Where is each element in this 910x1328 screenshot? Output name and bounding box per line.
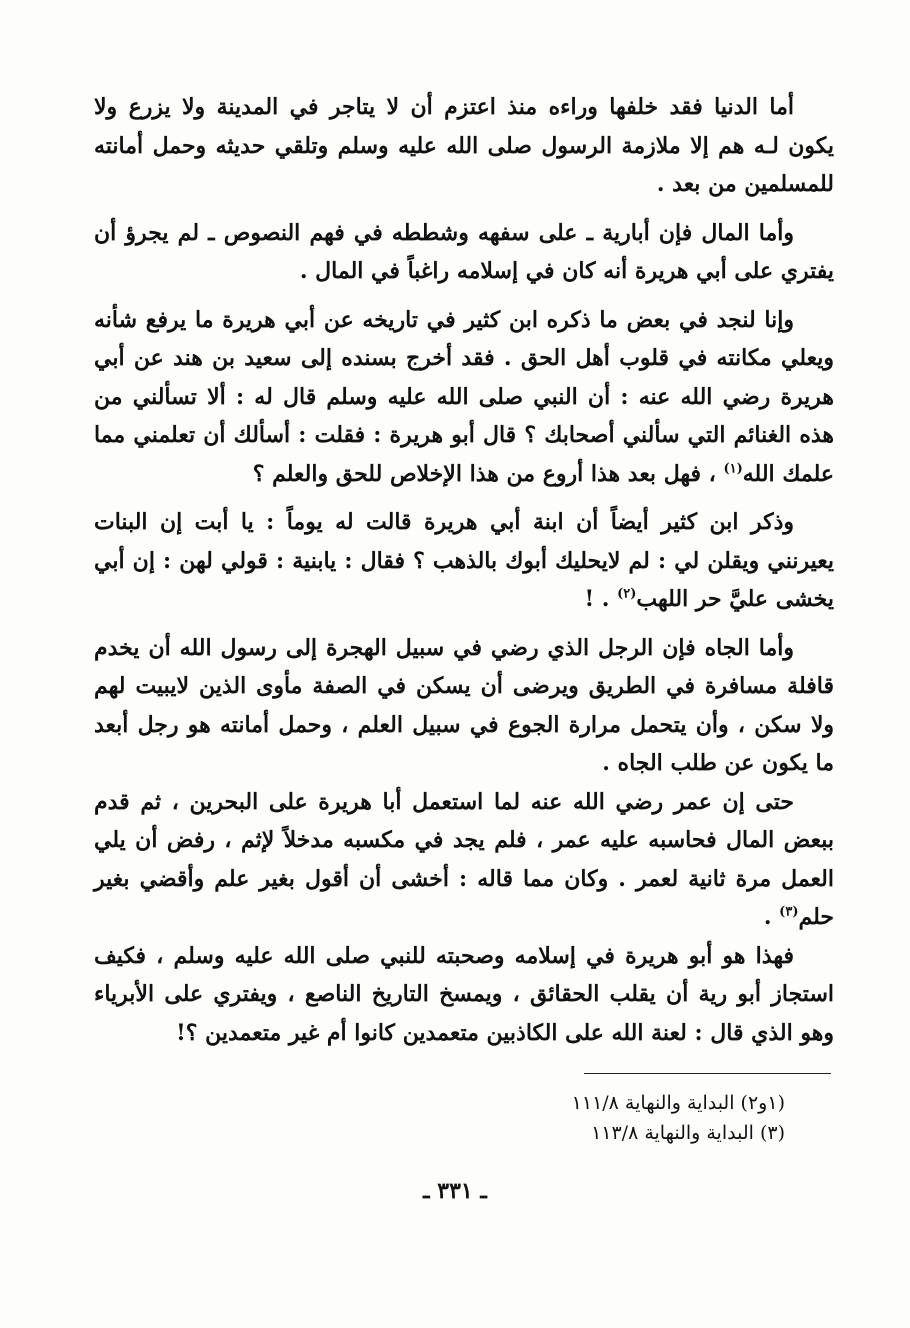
footnote-divider [584,1073,831,1074]
paragraph-6-tail: . [763,904,772,930]
paragraph-5: وأما الجاه فإن الرجل الذي رضي في سبيل الهجرة إلى رسول الله أن يخدم قافلة مسافرة في الطريق ويرضى أن يسكن في الصفة مأوى الذين لايبيت لهم ولا سكن ، وأن يتحمل مرارة الجوع في سبيل العلم ، وحمل أمانته هو رجل أبعد ما يكون عن طلب الجاه . [94,634,834,776]
paragraph-3-tail: ، فهل بعد هذا أروع من هذا الإخلاص للحق والعلم ؟ [252,460,716,487]
paragraph-4 [94,503,834,619]
main-text [94,88,834,1052]
footnote-ref-2: (٢) [617,586,637,602]
footnote-1: (١و٢) البداية والنهاية ١١١/٨ [571,1092,785,1114]
page-number: ـ ٣٣١ ـ [423,1178,487,1204]
paragraph-6 [94,783,834,937]
paragraph-7: فهذا هو أبو هريرة في إسلامه وصحبته للنبي صلى الله عليه وسلم ، فكيف استجاز أبو رية أن يقلب الحقائق ، ويمسخ التاريخ الناصع ، ويفتري على الأبرياء وهو الذي قال : لعنة الله على الكاذبين متعمدين كانوا أم غير متعمدين ؟! [94,942,834,1046]
paragraph-2: وأما المال فإن أبارية ـ على سفهه وشططه في فهم النصوص ـ لم يجرؤ أن يفتري على أبي هريرة أنه كان في إسلامه راغباً في المال . [94,219,834,284]
paragraph-6-body: حتى إن عمر رضي الله عنه لما استعمل أبا هريرة على البحرين ، ثم قدم ببعض المال فحاسبه عليه عمر ، فلم يجد في مكسبه مدخلاً لإثم ، رفض أن يلي العمل مرة ثانية لعمر . وكان مما قاله : أخشى أن أقول بغير علم وأقضي بغير حلم [94,788,834,930]
paragraph-3 [94,301,834,494]
footnote-2: (٣) البداية والنهاية ١١٣/٨ [591,1122,785,1144]
footnote-ref-3: (٣) [779,904,799,920]
footnotes [500,1088,785,1148]
paragraph-4-body: وذكر ابن كثير أيضاً أن ابنة أبي هريرة قالت له يوماً : يا أبت إن البنات يعيرنني ويقلن لي : لم لايحليك أبوك بالذهب ؟ فقال : يابنية : قولي لهن : إن أبي يخشى عليَّ حر اللهب [94,509,834,612]
footnote-ref-1: (١) [723,461,743,477]
paragraph-3-body: وإنا لنجد في بعض ما ذكره ابن كثير في تاريخه عن أبي هريرة ما يرفع شأنه ويعلي مكانته في قلوب أهل الحق . فقد أخرج بسنده إلى سعيد بن هند عن أبي هريرة رضي الله عنه : أن النبي صلى الله عليه وسلم قال له : ألا تسألني من هذه الغنائم التي سألني أصحابك ؟ قال أبو هريرة : فقلت : أسألك أن تعلمني مما علمك الله [94,306,835,487]
paragraph-4-tail: . ! [584,586,610,612]
paragraph-1: أما الدنيا فقد خلفها وراءه منذ اعتزم أن لا يتاجر في المدينة ولا يزرع ولا يكون لـه هم إلا ملازمة الرسول صلى الله عليه وسلم وتلقي حديثه وحمل أمانته للمسلمين من بعد . [94,94,834,197]
